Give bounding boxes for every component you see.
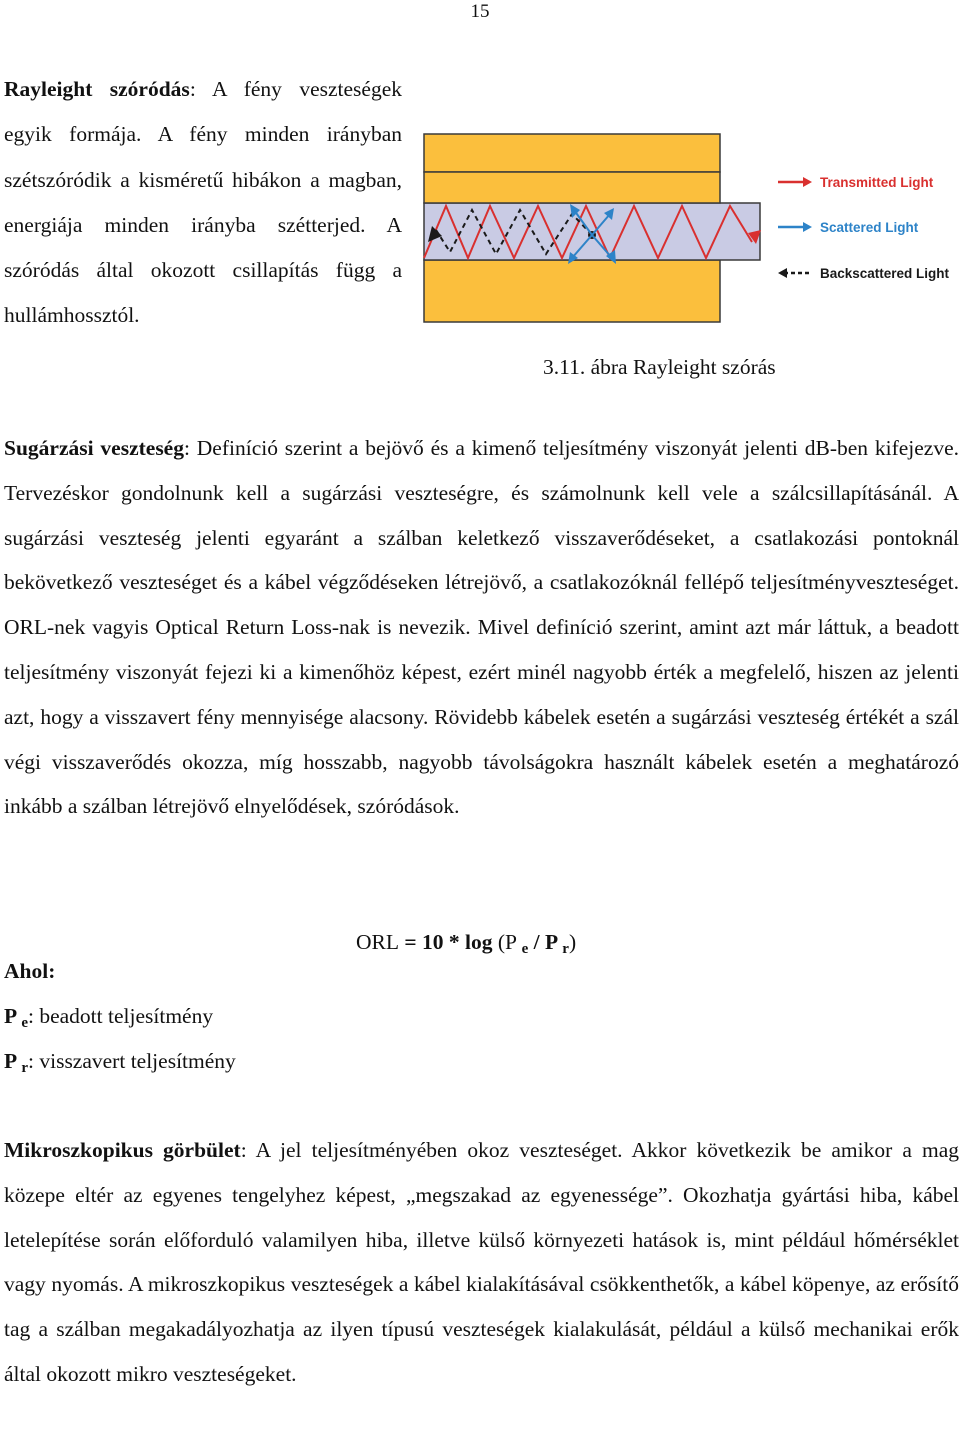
micro-bending-paragraph <box>4 1128 959 1397</box>
formula-close: ) <box>568 930 577 954</box>
figure-caption: 3.11. ábra Rayleight szórás <box>543 355 776 379</box>
formula-open: (P <box>492 930 522 954</box>
definition-pe-sub: e <box>21 1015 28 1031</box>
formula-log: = 10 * log <box>399 930 493 954</box>
definition-pe-text: : beadott teljesítmény <box>28 1004 214 1028</box>
scattered-legend-label: Scattered Light <box>820 220 919 235</box>
radiation-loss-text: : Definíció szerint a bejövő és a kimenő teljesítmény viszonyát jelenti dB-ben kifejezve. Tervezéskor gondolnunk kell a sugárzási veszteségre, és számolnunk kell vele a szálcsillapításánál. A sugárzási veszteség jelenti egyaránt a szálban keletkező visszaverődéseket, a csatlakozási pontoknál bekövetkező veszteséget és a kábel végződéseken létrejövő, a csatlakozóknál fellépő teljesítményveszteséget. ORL-nek vagyis Optical Return Loss-nak is nevezik. Mivel definíció szerint, amint azt már láttuk, a beadott teljesítmény viszonyát fejezi ki a kimenőhöz képest, ezért minél nagyobb érték a megfelelő, hiszen az jelenti azt, hogy a visszavert fény mennyisége alacsony. Rövidebb kábelek esetén a sugárzási veszteség értékét a szál végi visszaverődés okozza, míg hosszabb, nagyobb távolságokra használt kábelek esetén a meghatározó inkább a szálban létrejövő elnyelődések, szóródások. <box>4 436 959 819</box>
orl-formula <box>356 922 576 969</box>
transmitted-legend-label: Transmitted Light <box>820 175 934 190</box>
page-number: 15 <box>470 1 490 22</box>
formula-sub-r: r <box>562 941 569 957</box>
definition-pe-symbol: P <box>4 1004 22 1028</box>
scattered-legend-arrowhead <box>803 222 812 232</box>
rayleigh-text: : A fény veszteségek egyik formája. A fény minden irányban szétszóródik a kisméretű hibákon a magban, energiája minden irányba szétterjed. A szóródás által okozott csillapítás függ a hullámhossztól. <box>4 77 402 328</box>
definition-pr-text: : visszavert teljesítmény <box>28 1049 236 1073</box>
formula-slash: / P <box>528 930 563 954</box>
rayleigh-paragraph <box>4 67 402 339</box>
legend-scattered <box>778 220 919 235</box>
cladding-bottom <box>424 260 720 322</box>
definition-pe <box>4 996 213 1043</box>
ahol-label: Ahol: <box>4 959 56 983</box>
fiber-diagram <box>422 130 952 330</box>
cladding-band <box>424 172 720 203</box>
cladding-top <box>424 134 720 172</box>
backscattered-legend-label: Backscattered Light <box>820 266 950 281</box>
legend-backscattered <box>778 266 950 281</box>
radiation-loss-paragraph <box>4 426 959 829</box>
rayleigh-term: Rayleight szóródás <box>4 77 190 101</box>
definition-pr-symbol: P <box>4 1049 22 1073</box>
radiation-loss-term: Sugárzási veszteség <box>4 436 184 460</box>
definition-pr <box>4 1041 236 1088</box>
formula-sub-e: e <box>521 941 529 957</box>
legend-transmitted <box>778 175 934 190</box>
definition-pr-sub: r <box>21 1060 28 1076</box>
micro-bending-term: Mikroszkopikus görbület <box>4 1138 241 1162</box>
rayleigh-scattering-figure <box>422 130 952 336</box>
formula-orl: ORL <box>356 930 399 954</box>
transmitted-legend-arrowhead <box>803 177 812 187</box>
micro-bending-text: : A jel teljesítményében okoz veszteséget. Akkor következik be amikor a mag közepe eltér az egyenes tengelyhez képest, „megszakad az egyenessége”. Okozhatja gyártási hiba, kábel letelepítése során előforduló valamilyen hiba, illetve külső környezeti hatások is, mint például hőmérséklet vagy nyomás. A mikroszkopikus veszteségek a kábel kialakításával csökkenthetők, a kábel köpenye, az erősítő tag a szálban megakadályozhatja az ilyen típusú veszteségek kialakulását, például a külső mechanikai erők által okozott mikro veszteségeket. <box>4 1138 959 1386</box>
